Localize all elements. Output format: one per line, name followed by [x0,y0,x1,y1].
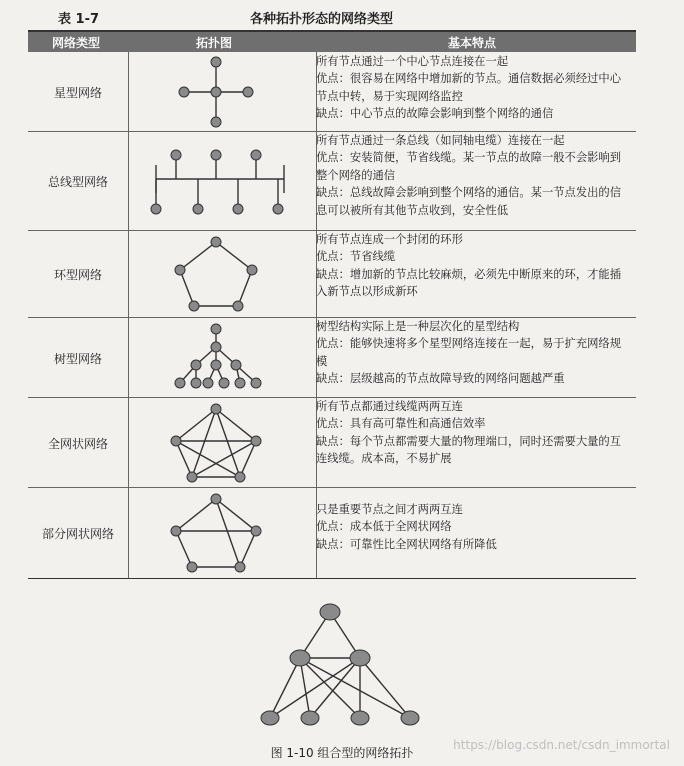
description-line: 优点：具有高可靠性和高通信效率 [316,417,486,431]
bus-topology-diagram [128,131,316,230]
table-row [28,131,636,231]
table-row [28,397,636,488]
description-line: 缺点：可靠性比全网状网络有所降低 [316,537,497,551]
partial-mesh-topology-diagram [128,487,316,578]
row-type-name: 星型网络 [53,86,102,100]
table-title: 各种拓扑形态的网络类型 [250,12,394,27]
ring-topology-diagram [128,230,316,317]
full-mesh-topology-diagram [128,397,316,487]
row-description [316,53,632,123]
description-line: 优点：成本低于全网状网络 [316,520,452,534]
description-line: 缺点：每个节点都需要大量的物理端口，同时还需要大量的互连线缆。成本高，不易扩展 [316,434,622,466]
description-line: 优点：能够快速将多个星型网络连接在一起，易于扩充网络规模 [316,337,622,368]
description-line: 优点：节省线缆 [316,250,396,264]
description-line: 所有节点通过一条总线（如同轴电缆）连接在一起 [316,134,565,147]
row-type-name: 树型网络 [53,352,102,366]
table-number: 表 1-7 [58,12,100,27]
description-line: 所有节点都通过线缆两两互连 [316,400,463,413]
description-line: 所有节点通过一个中心节点连接在一起 [316,55,509,68]
description-line: 所有节点连成一个封闭的环形 [316,233,463,246]
watermark: https://blog.csdn.net/csdn_immortal [453,738,670,752]
description-line: 只是重要节点之间才两两互连 [316,503,463,516]
description-line: 缺点：层级越高的节点故障导致的网络问题越严重 [316,372,565,386]
row-description [316,231,632,301]
row-type-name: 总线型网络 [47,175,108,189]
star-topology-diagram [128,52,316,131]
description-line: 树型结构实际上是一种层次化的星型结构 [316,320,520,333]
row-type-name: 环型网络 [53,268,102,282]
description-line: 优点：很容易在网络中增加新的节点。通信数据必须经过中心节点中转，易于实现网络监控 [316,72,622,103]
header-features: 基本特点 [448,36,497,50]
table-row [28,52,636,132]
combined-topology-diagram [260,598,424,732]
row-type-name: 全网状网络 [47,437,108,451]
row-description [316,132,632,219]
row-type-name: 部分网状网络 [41,527,114,541]
header-type: 网络类型 [52,36,101,50]
figure-caption: 图 1-10 组合型的网络拓扑 [270,746,414,760]
description-line: 优点：安装简便，节省线缆。某一节点的故障一般不会影响到整个网络的通信 [316,151,622,182]
description-line: 缺点：总线故障会影响到整个网络的通信。某一节点发出的信息可以被所有其他节点收到，安全性低 [316,186,622,217]
row-description [316,318,632,388]
table-header [28,32,636,52]
row-description [316,501,632,553]
tree-topology-diagram [128,317,316,397]
table-row [28,487,636,579]
header-topology: 拓扑图 [196,36,233,50]
row-description [316,398,632,468]
description-line: 缺点：增加新的节点比较麻烦，必须先中断原来的环，才能插入新节点以形成新环 [316,267,622,299]
table-row [28,317,636,398]
table-row [28,230,636,318]
description-line: 缺点：中心节点的故障会影响到整个网络的通信 [316,107,554,121]
